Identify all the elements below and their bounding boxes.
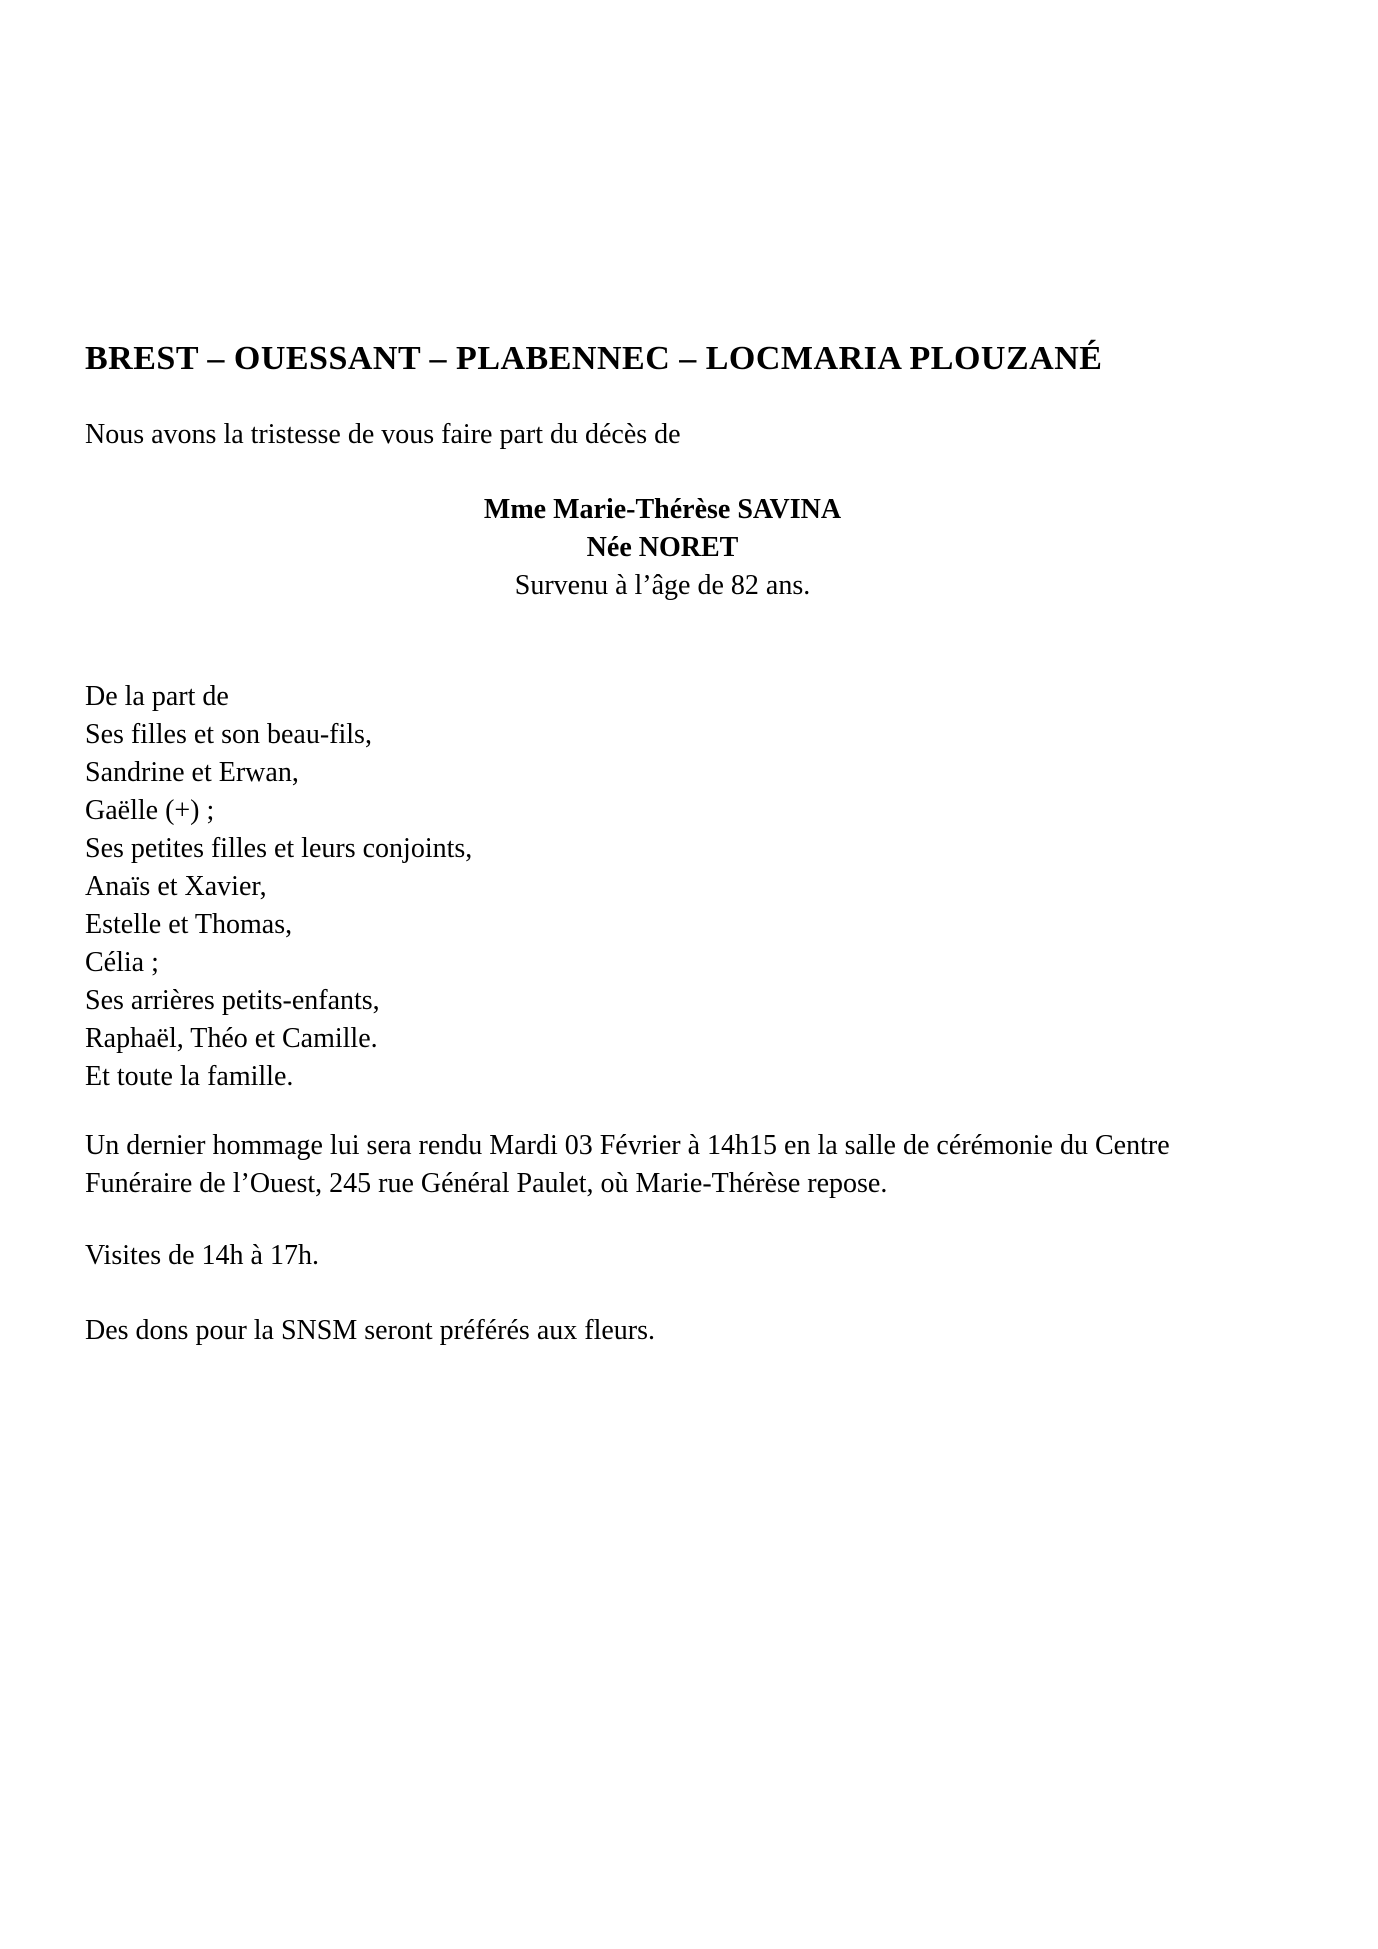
deceased-block <box>85 491 1240 605</box>
donations-line: Des dons pour la SNSM seront préférés aux fleurs. <box>85 1315 655 1346</box>
family-line: Ses petites filles et leurs conjoints, <box>85 833 473 864</box>
deceased-age-line: Survenu à l’âge de 82 ans. <box>514 570 811 601</box>
deceased-name: Mme Marie-Thérèse SAVINA <box>483 494 842 525</box>
family-line: Et toute la famille. <box>85 1061 294 1092</box>
family-line: Gaëlle (+) ; <box>85 795 215 826</box>
cities-title: BREST – OUESSANT – PLABENNEC – LOCMARIA PLOUZANÉ <box>85 340 1103 377</box>
family-line: Sandrine et Erwan, <box>85 757 299 788</box>
family-line: Ses arrières petits-enfants, <box>85 985 380 1016</box>
ceremony-paragraph: Un dernier hommage lui sera rendu Mardi 03 Février à 14h15 en la salle de cérémonie du Centre Funéraire de l’Ouest, 245 rue Général Paulet, où Marie-Thérèse repose. <box>85 1130 1170 1199</box>
family-list <box>85 678 1240 1096</box>
deceased-maiden-name: Née NORET <box>586 532 739 563</box>
family-line: Ses filles et son beau-fils, <box>85 719 372 750</box>
family-line: De la part de <box>85 681 229 712</box>
family-line: Anaïs et Xavier, <box>85 871 267 902</box>
family-line: Estelle et Thomas, <box>85 909 293 940</box>
intro-line: Nous avons la tristesse de vous faire part du décès de <box>85 419 681 450</box>
visits-line: Visites de 14h à 17h. <box>85 1240 319 1271</box>
family-line: Célia ; <box>85 947 159 978</box>
obituary-content <box>85 0 1240 1350</box>
family-line: Raphaël, Théo et Camille. <box>85 1023 378 1054</box>
